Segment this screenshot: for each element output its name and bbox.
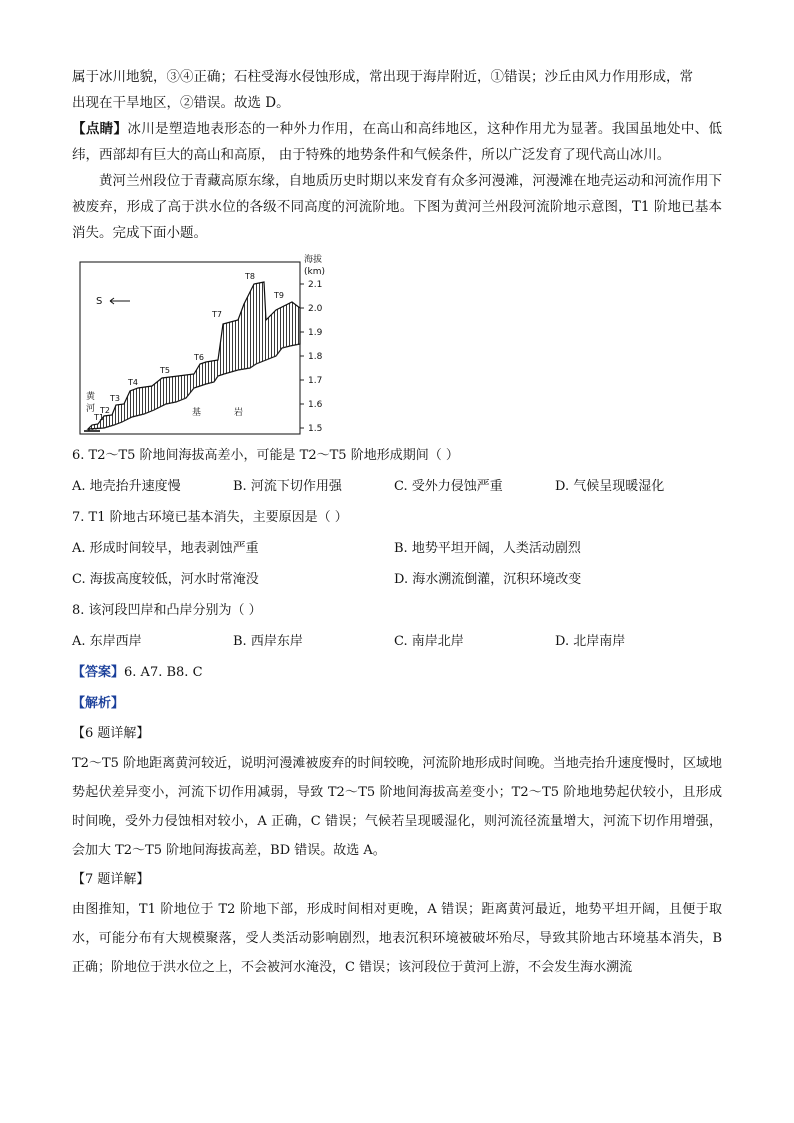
axis-title-unit: (km) — [304, 267, 326, 277]
answer-option[interactable]: C. 海拔高度较低，河水时常淹没 — [72, 572, 259, 587]
q6-heading: 【6 题详解】 — [72, 726, 150, 741]
dianjing-tag: 【点睛】 — [72, 121, 128, 137]
options-row — [72, 471, 722, 502]
answer-option[interactable]: D. 海水溯流倒灌，沉积环境改变 — [394, 572, 582, 587]
answer-option[interactable]: B. 西岸东岸 — [233, 634, 303, 649]
tick-label: 1.6 — [308, 400, 323, 410]
analysis-heading: 【解析】 — [72, 696, 125, 711]
options-row — [72, 626, 722, 657]
answer-line — [72, 657, 722, 688]
answer-option[interactable]: B. 河流下切作用强 — [233, 479, 342, 494]
bedrock-label-2: 岩 — [234, 408, 244, 418]
y-axis-ticks — [300, 284, 304, 428]
options-row — [72, 533, 722, 564]
answer-option[interactable]: D. 北岸南岸 — [555, 634, 626, 649]
tick-label: 1.5 — [308, 424, 323, 434]
tick-label: 1.9 — [308, 328, 323, 338]
axis-title-altitude: 海拔 — [304, 255, 323, 265]
terrace-label-t5: T5 — [160, 366, 170, 375]
terrace-label-t7: T7 — [212, 310, 222, 319]
answer-option[interactable]: A. 东岸西岸 — [72, 634, 142, 649]
terrace-figure — [78, 252, 338, 436]
document-page — [72, 64, 722, 982]
intro-line-2: 出现在干旱地区，②错误。故选 D。 — [72, 95, 290, 111]
answer-text: 6. A7. B8. C — [124, 665, 203, 680]
tick-label: 1.7 — [308, 376, 323, 386]
q7-explanation: 由图推知，T1 阶地位于 T2 阶地下部，形成时间相对更晚，A 错误；距离黄河最近，地势平坦开阔，且便于取水，可能分布有大规模聚落，受人类活动影响剧烈，地表沉积环境被破坏殆尽，导致其阶地古环境基本消失，B 正确；阶地位于洪水位之上，不会被河水淹没，C 错误；该河段位于黄河上游，不会发生海水溯流 — [72, 902, 722, 975]
answer-option[interactable]: C. 受外力侵蚀严重 — [394, 479, 503, 494]
answer-option[interactable]: C. 南岸北岸 — [394, 634, 464, 649]
q7-heading: 【7 题详解】 — [72, 872, 150, 887]
direction-label: S — [96, 296, 103, 307]
terrace-label-t8: T8 — [245, 272, 255, 281]
answer-option[interactable]: B. 地势平坦开阔，人类活动剧烈 — [394, 541, 581, 556]
intro-line-1: 属于冰川地貌，③④正确；石柱受海水侵蚀形成，常出现于海岸附近，①错误；沙丘由风力作用形成，常 — [72, 69, 693, 85]
answer-tag: 【答案】 — [72, 665, 125, 680]
answer-option[interactable]: A. 形成时间较早，地表剥蚀严重 — [72, 541, 259, 556]
q6-explanation: T2～T5 阶地距离黄河较近，说明河漫滩被废弃的时间较晚，河流阶地形成时间晚。当地壳抬升速度慢时，区域地势起伏差异变小，河流下切作用减弱，导致 T2～T5 阶地间海拔高差变小；T2～T5 阶地地势起伏较小，且形成时间晚，受外力侵蚀相对较小，A 正确，C 错误；气候若呈现暖湿化，则河流径流量增大，河流下切作用增强，会加大 T2～T5 阶地间海拔高差，BD 错误。故选 A。 — [72, 756, 722, 858]
direction-arrow-icon — [110, 298, 130, 304]
terrace-label-t6: T6 — [194, 353, 204, 362]
river-label-1: 黄 — [86, 392, 96, 402]
options-row — [72, 564, 722, 595]
dianjing-text: 冰川是塑造地表形态的一种外力作用，在高山和高纬地区，这种作用尤为显著。我国虽地处中、低纬，西部却有巨大的高山和高原， 由于特殊的地势条件和气候条件，所以广泛发育了现代高山冰川。 — [72, 121, 723, 163]
passage-paragraph: 黄河兰州段位于青藏高原东缘，自地质历史时期以来发育有众多河漫滩，河漫滩在地壳运动和河流作用下被废弃，形成了高于洪水位的各级不同高度的河流阶地。下图为黄河兰州段河流阶地示意图，T1 阶地已基本消失。完成下面小题。 — [72, 173, 722, 241]
question-list — [72, 440, 722, 657]
answer-option[interactable]: D. 气候呈现暖湿化 — [555, 479, 665, 494]
tick-label: 2.0 — [308, 304, 323, 314]
question-stem: 6. T2～T5 阶地间海拔高差小，可能是 T2～T5 阶地形成期间（ ） — [72, 448, 459, 463]
question-stem: 7. T1 阶地古环境已基本消失，主要原因是（ ） — [72, 510, 348, 525]
tick-label: 2.1 — [308, 280, 323, 290]
tick-label: 1.8 — [308, 352, 323, 362]
terrace-label-t4: T4 — [128, 378, 138, 387]
dianjing-paragraph — [72, 116, 722, 168]
terrace-label-t9: T9 — [274, 291, 284, 300]
terrace-label-t1: T1 — [94, 413, 104, 422]
bedrock-label-1: 基 — [192, 408, 202, 418]
terrace-diagram — [78, 252, 338, 436]
question-stem: 8. 该河段凹岸和凸岸分别为（ ） — [72, 603, 262, 618]
terrace-label-t3: T3 — [110, 394, 120, 403]
river-label-2: 河 — [86, 404, 96, 414]
terrace-label-t2: T2 — [100, 406, 110, 415]
answer-option[interactable]: A. 地壳抬升速度慢 — [72, 479, 181, 494]
